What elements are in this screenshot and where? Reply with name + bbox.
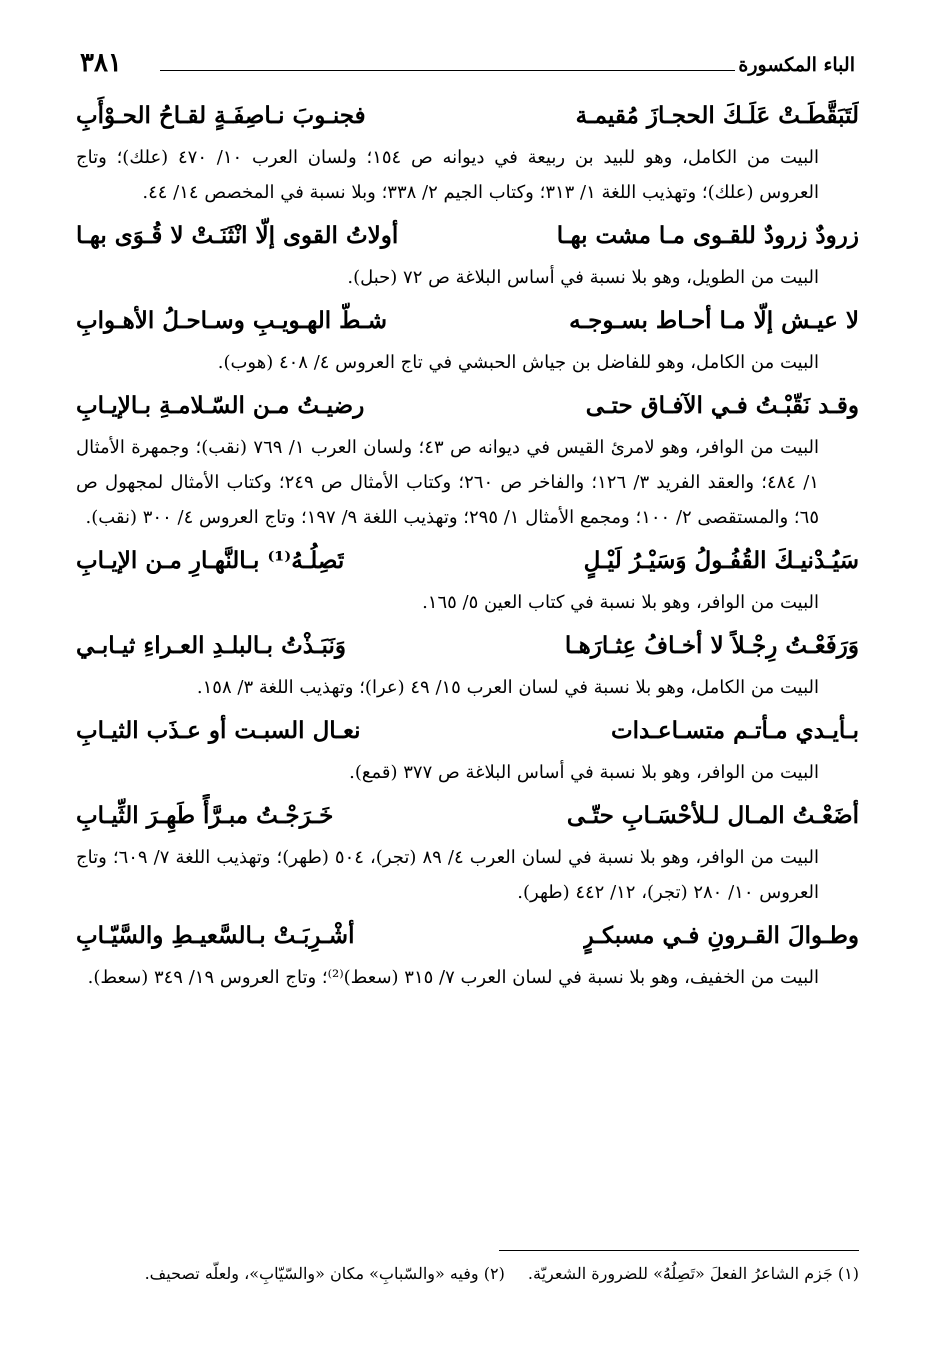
verse-commentary: البيت من الوافر، وهو بلا نسبة في كتاب العين ٥/ ١٦٥. [422, 592, 819, 613]
header-rule [160, 70, 735, 71]
verse-second-hemistich: فجنـوبَ نـاصِفَـةٍ لقـاحُ الحـوْأَبِ [76, 102, 366, 129]
verse-first-hemistich: بـأيـدي مـأتـم متسـاعـدات [611, 717, 859, 744]
verse-commentary: البيت من الوافر، وهو لامرئ القيس في ديوانه ص ٤٣؛ ولسان العرب ١/ ٧٦٩ (نقب)؛ وجمهرة الأمثال ١/ ٤٨٤؛ والعقد الفريد ٣/ ١٢٦؛ والفاخر ص ٢٦٠؛ وكتاب الأمثال ص ٢٤٩؛ وكتاب الأمثال لمجهول ص ٦٥؛ والمستقصى ٢/ ١٠٠؛ ومجمع الأمثال ١/ ٢٩٥؛ وتهذيب اللغة ٩/ ١٩٧؛ وتاج العروس ٤/ ٣٠٠ (نقب). [76, 437, 820, 528]
verse-commentary: البيت من الوافر، وهو بلا نسبة في لسان العرب ٤/ ٨٩ (تجر)، ٥٠٤ (طهر)؛ وتهذيب اللغة ٧/ ٦٠٩؛ وتاج العروس ١٠/ ٢٨٠ (تجر)، ١٢/ ٤٤٢ (طهر). [76, 847, 820, 903]
verse-second-hemistich: وَنَبَـذْتُ بـالبلـدِ العـراءِ ثيـابـي [76, 632, 346, 659]
page-header [80, 44, 855, 88]
verse [76, 709, 859, 755]
verse-first-hemistich: وَرَفَعْـتُ رِجْـلاً لا أخـافُ عِثـارَهـا [564, 632, 859, 659]
entry-6 [76, 624, 859, 705]
verse-second-hemistich: نعـال السبـت أو عـذَب الثيـابِ [76, 717, 361, 744]
footnote-rule [499, 1250, 859, 1251]
verse [76, 914, 859, 960]
verse [76, 539, 859, 585]
entries-list [76, 94, 859, 999]
verse-second-hemistich: أشْـرِبَـتْ بـالسَّعيـطِ والسَّيّـابِ [76, 922, 355, 949]
verse-first-hemistich: سَيُـدْنيـكَ القُفُـولُ وَسَيْـرُ لَيْـلٍ [583, 547, 859, 574]
verse-commentary: البيت من الكامل، وهو للفاضل بن جياش الحبشي في تاج العروس ٤/ ٤٠٨ (هوب). [217, 352, 819, 373]
page-number: ٣٨١ [80, 48, 122, 78]
verse-commentary: البيت من الكامل، وهو بلا نسبة في لسان العرب ١٥/ ٤٩ (عرا)؛ وتهذيب اللغة ٣/ ١٥٨. [196, 677, 819, 698]
verse-commentary: البيت من الكامل، وهو للبيد بن ربيعة في ديوانه ص ١٥٤؛ ولسان العرب ١٠/ ٤٧٠ (علك)؛ وتاج العروس (علك)؛ وتهذيب اللغة ١/ ٣١٣؛ وكتاب الجيم ٢/ ٣٣٨؛ وبلا نسبة في المخصص ١٤/ ٤٤. [76, 147, 820, 203]
verse [76, 214, 859, 260]
verse-second-hemistich: شـطّ الهـويـبِ وسـاحـلُ الأهـوابِ [76, 307, 388, 334]
verse [76, 299, 859, 345]
entry-8 [76, 794, 859, 910]
verse-commentary: البيت من الخفيف، وهو بلا نسبة في لسان العرب ٧/ ٣١٥ (سعط)⁽²⁾؛ وتاج العروس ١٩/ ٣٤٩ (سعط). [87, 967, 819, 988]
entry-5 [76, 539, 859, 620]
verse-commentary: البيت من الوافر، وهو بلا نسبة في أساس البلاغة ص ٣٧٧ (قمع). [349, 762, 819, 783]
verse [76, 624, 859, 670]
entry-7 [76, 709, 859, 790]
entry-1 [76, 94, 859, 210]
verse [76, 384, 859, 430]
verse-first-hemistich: زرودٌ زرودٌ للقـوى مـا مشت بهـا [556, 222, 859, 249]
verse-commentary: البيت من الطويل، وهو بلا نسبة في أساس البلاغة ص ٧٢ (حبل). [347, 267, 819, 288]
footnote-2: (٢) وفيه «والسّبابِ» مكان «والسّيّابِ»، ولعلّه تصحيف. [144, 1264, 505, 1283]
verse-first-hemistich: وطـوالَ القـرونِ فـي مسبكـرٍ [582, 922, 859, 949]
chapter-title: الباء المكسورة [738, 54, 855, 76]
verse-second-hemistich: تَصِلُـهُ⁽¹⁾ بـالنَّهـارِ مـن الإيـابِ [76, 547, 345, 574]
verse-first-hemistich: وقـد نَقّبْـتُ فـي الآفـاق حتـى [585, 392, 859, 419]
verse-first-hemistich: لا عيـش إلّا مـا أحـاط بسـوجـه [569, 307, 859, 334]
footnote-1: (١) جَزم الشاعرُ الفعلَ «تَصِلُهُ» للضرورة الشعريّة. [527, 1264, 859, 1283]
verse-second-hemistich: خَـرَجْـتُ مبـرَّأً طَهِـرَ الثِّيـابِ [76, 802, 334, 829]
verse-second-hemistich: أولاتُ القوى إلّا انْثَنَـتْ لا قُـوَى بهـا [76, 222, 399, 249]
entry-3 [76, 299, 859, 380]
verse-first-hemistich: لَتَبَقَّطَـتْ عَلَـكَ الحجـازَ مُقيمـة [575, 102, 859, 129]
verse [76, 794, 859, 840]
entry-4 [76, 384, 859, 535]
entry-2 [76, 214, 859, 295]
footnotes [76, 1262, 859, 1286]
verse-second-hemistich: رضيـتُ مـن السّـلامـةِ بـالإيـابِ [76, 392, 365, 419]
verse [76, 94, 859, 140]
verse-first-hemistich: أضَعْـتُ المـال لـلأحْسَـابِ حتّـى [566, 802, 859, 829]
entry-9 [76, 914, 859, 995]
